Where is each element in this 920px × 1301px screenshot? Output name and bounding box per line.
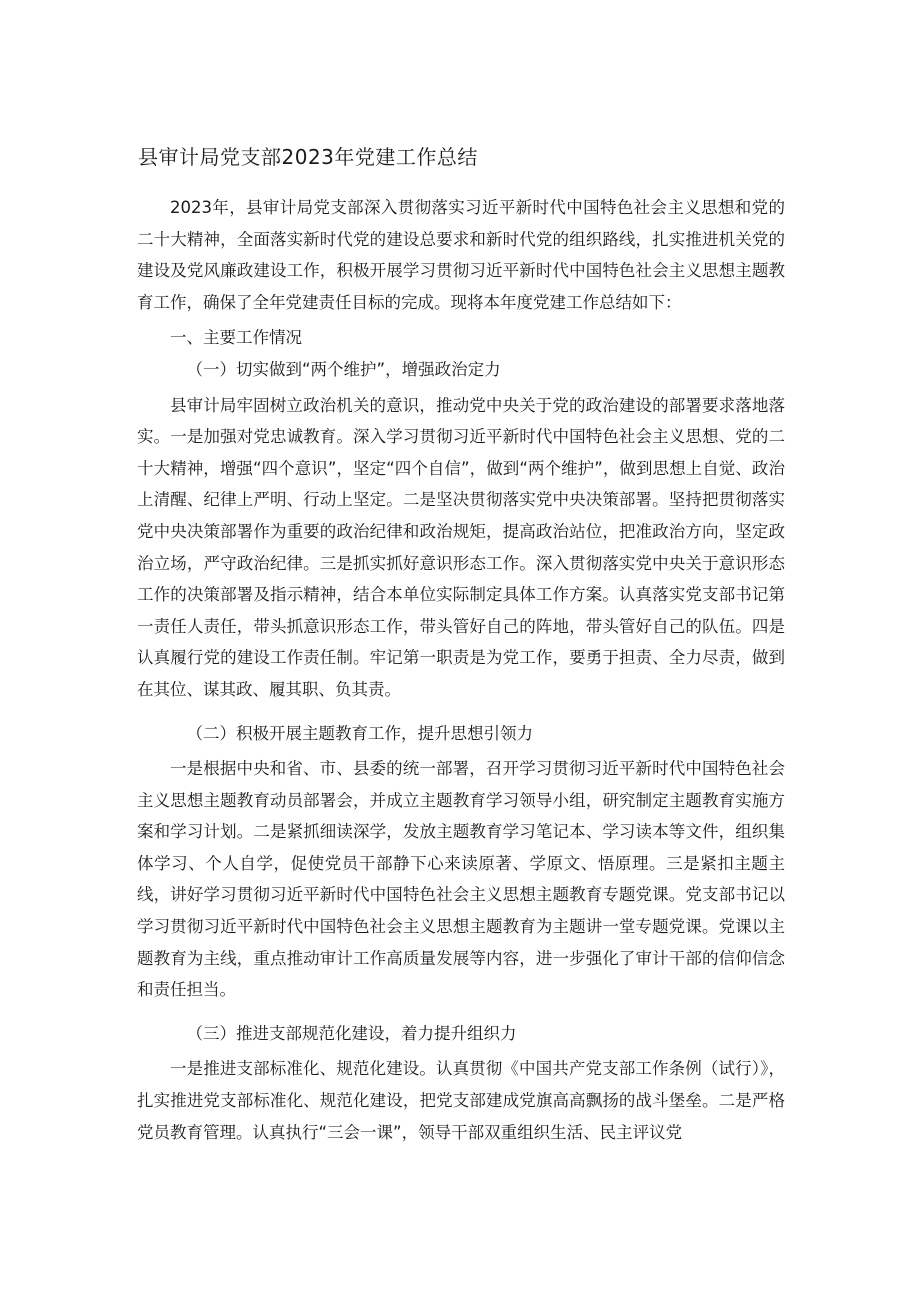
document-title: 县审计局党支部2023年党建工作总结 [138,145,478,169]
intro-paragraph: 2023年，县审计局党支部深入贯彻落实习近平新时代中国特色社会主义思想和党的二十大精神，全面落实新时代党的建设总要求和新时代党的组织路线，扎实推进机关党的建设及党风廉政建设工作，积极开展学习贯彻习近平新时代中国特色社会主义思想主题教育工作，确保了全年党建责任目标的完成。现将本年度党建工作总结如下： [137,198,785,312]
subsection-paragraph-1: 县审计局牢固树立政治机关的意识，推动党中央关于党的政治建设的部署要求落地落实。一是加强对党忠诚教育。深入学习贯彻习近平新时代中国特色社会主义思想、党的二十大精神，增强“四个意识”，坚定“四个自信”，做到“两个维护”，做到思想上自觉、政治上清醒、纪律上严明、行动上坚定。二是坚决贯彻落实党中央决策部署。坚持把贯彻落实党中央决策部署作为重要的政治纪律和政治规矩，提高政治站位，把准政治方向，坚定政治立场，严守政治纪律。三是抓实抓好意识形态工作。深入贯彻落实党中央关于意识形态工作的决策部署及指示精神，结合本单位实际制定具体工作方案。认真落实党支部书记第一责任人责任，带头抓意识形态工作，带头管好自己的阵地，带头管好自己的队伍。四是认真履行党的建设工作责任制。牢记第一职责是为党工作，要勇于担责、全力尽责，做到在其位、谋其政、履其职、负其责。 [137,395,785,699]
subsection-heading-2: （二）积极开展主题教育工作，提升思想引领力 [186,723,533,743]
document-body [137,192,785,1148]
subsection-heading-1: （一）切实做到“两个维护”，增强政治定力 [186,359,501,379]
subsection-paragraph-2: 一是根据中央和省、市、县委的统一部署，召开学习贯彻习近平新时代中国特色社会主义思想主题教育动员部署会，并成立主题教育学习领导小组，研究制定主题教育实施方案和学习计划。二是紧抓细读深学，发放主题教育学习笔记本、学习读本等文件，组织集体学习、个人自学，促使党员干部静下心来读原著、学原文、悟原理。三是紧扣主题主线，讲好学习贯彻习近平新时代中国特色社会主义思想主题教育专题党课。党支部书记以学习贯彻习近平新时代中国特色社会主义思想主题教育为主题讲一堂专题党课。党课以主题教育为主线，重点推动审计工作高质量发展等内容，进一步强化了审计干部的信仰信念和责任担当。 [137,759,785,1000]
subsection-heading-3: （三）推进支部规范化建设，着力提升组织力 [186,1023,517,1043]
subsection-paragraph-3: 一是推进支部标准化、规范化建设。认真贯彻《中国共产党支部工作条例（试行）》，扎实推进党支部标准化、规范化建设，把党支部建成党旗高高飘扬的战斗堡垒。二是严格党员教育管理。认真执行“三会一课”，领导干部双重组织生活、民主评议党 [137,1059,785,1142]
section-heading-main-work: 一、主要工作情况 [170,328,302,348]
